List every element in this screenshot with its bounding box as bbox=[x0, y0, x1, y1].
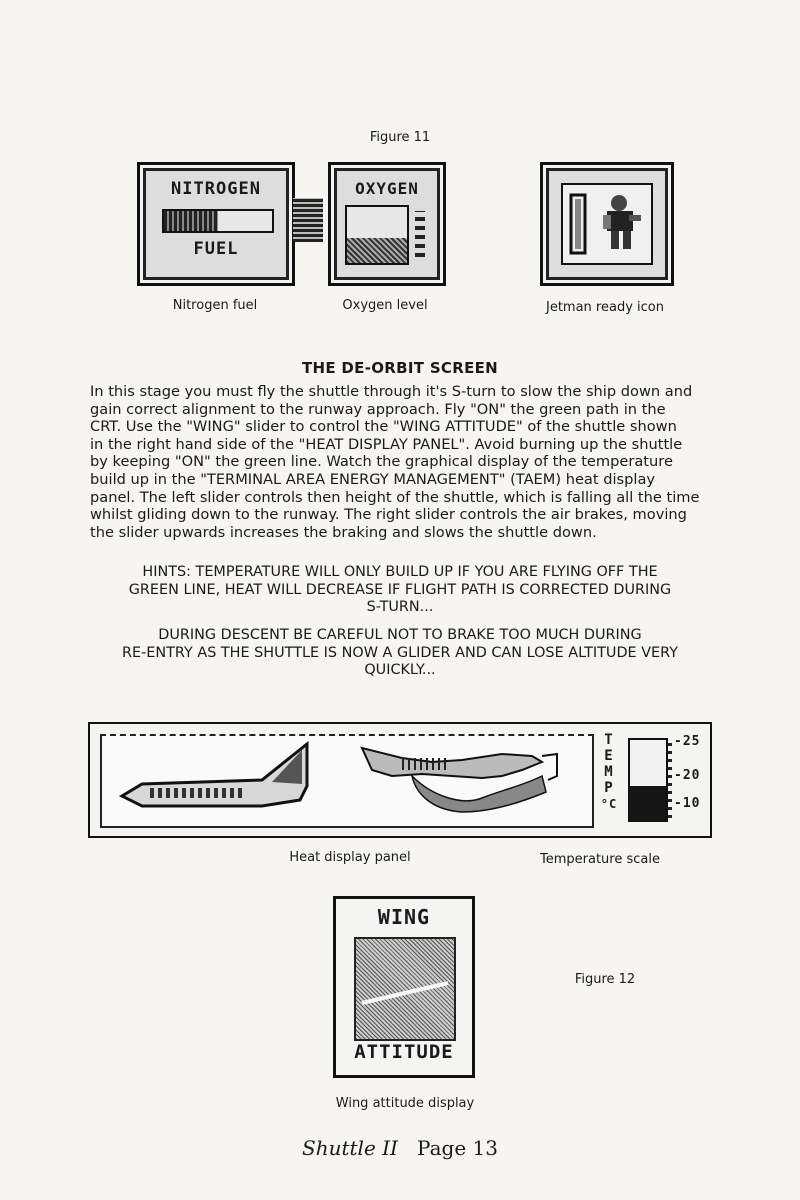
warning-line: DURING DESCENT BE CAREFUL NOT TO BRAKE TOO MUCH DURING bbox=[158, 627, 642, 643]
caption-nitrogen-fuel: Nitrogen fuel bbox=[172, 298, 258, 313]
oxygen-scale-marks bbox=[415, 211, 425, 257]
hints-line: GREEN LINE, HEAT WILL DECREASE IF FLIGHT PATH IS CORRECTED DURING bbox=[128, 581, 672, 598]
footer-title: Shuttle II bbox=[302, 1136, 398, 1160]
nitrogen-gauge bbox=[162, 209, 274, 233]
hints-block bbox=[80, 564, 720, 617]
paragraph-line: whilst gliding down to the runway. The right slider controls the air brakes, moving bbox=[90, 506, 687, 524]
wing-attitude-line bbox=[356, 939, 454, 1039]
caption-wing-attitude-display: Wing attitude display bbox=[335, 1096, 475, 1111]
oxygen-gauge-fill bbox=[347, 238, 407, 263]
paragraph-line: the slider upwards increases the braking and slows the shuttle down. bbox=[90, 523, 597, 541]
heat-display-screen bbox=[100, 734, 594, 828]
wing-title: WING bbox=[377, 905, 431, 929]
nitrogen-subtitle: FUEL bbox=[193, 239, 239, 259]
temperature-gauge bbox=[628, 738, 668, 822]
warning-line: QUICKLY... bbox=[364, 662, 436, 679]
caption-jetman-ready-icon: Jetman ready icon bbox=[546, 300, 664, 315]
oxygen-title: OXYGEN bbox=[355, 179, 419, 198]
nitrogen-gauge-fill bbox=[164, 211, 218, 231]
jetman-icon bbox=[563, 185, 651, 263]
temp-label-char: P bbox=[604, 780, 614, 796]
paragraph-line: panel. The left slider controls then height of the shuttle, which is falling all the time bbox=[90, 488, 700, 506]
temp-label-char: M bbox=[604, 764, 614, 780]
scale-tick-20: -20 bbox=[674, 768, 701, 783]
oxygen-level-panel bbox=[328, 162, 446, 286]
heat-display-panel bbox=[88, 722, 712, 838]
oxygen-gauge bbox=[345, 205, 409, 265]
temp-label bbox=[598, 732, 620, 812]
hints-line: S-TURN... bbox=[366, 599, 434, 616]
figure-12-label: Figure 12 bbox=[574, 972, 636, 987]
jetman-icon-frame bbox=[561, 183, 653, 265]
nitrogen-fuel-panel bbox=[137, 162, 295, 286]
temp-label-char: E bbox=[604, 748, 614, 764]
figure-11-label: Figure 11 bbox=[369, 130, 431, 145]
temperature-scale-dots bbox=[668, 738, 672, 818]
paragraph-line: in the right hand side of the "HEAT DISPLAY PANEL". Avoid burning up the shuttle bbox=[90, 435, 683, 453]
hints-line: HINTS: TEMPERATURE WILL ONLY BUILD UP IF YOU ARE FLYING OFF THE bbox=[142, 564, 658, 580]
scale-tick-10: -10 bbox=[674, 796, 701, 811]
paragraph-line: by keeping "ON" the green line. Watch the graphical display of the temperature bbox=[90, 453, 673, 471]
paragraph-line: build up in the "TERMINAL AREA ENERGY MANAGEMENT" (TAEM) heat display bbox=[90, 470, 656, 488]
section-heading: THE DE-ORBIT SCREEN bbox=[301, 359, 499, 377]
wing-attitude-display bbox=[333, 896, 475, 1078]
temp-label-char: °C bbox=[600, 797, 618, 811]
caption-temperature-scale: Temperature scale bbox=[540, 852, 660, 867]
scale-tick-25: -25 bbox=[674, 734, 701, 749]
shuttle-heat-graphic bbox=[102, 736, 592, 826]
caption-oxygen-level: Oxygen level bbox=[342, 298, 428, 313]
temp-label-char: T bbox=[604, 732, 614, 748]
section-paragraph bbox=[90, 383, 730, 541]
page-footer bbox=[250, 1136, 550, 1160]
paragraph-line: CRT. Use the "WING" slider to control the "WING ATTITUDE" of the shuttle shown bbox=[90, 418, 677, 436]
wing-attitude-indicator bbox=[354, 937, 456, 1041]
panel-connector bbox=[293, 198, 323, 242]
paragraph-line: In this stage you must fly the shuttle through it's S-turn to slow the ship down and bbox=[90, 383, 693, 400]
wing-subtitle: ATTITUDE bbox=[354, 1041, 454, 1063]
temperature-gauge-fill bbox=[630, 786, 666, 820]
warning-line: RE-ENTRY AS THE SHUTTLE IS NOW A GLIDER AND CAN LOSE ALTITUDE VERY bbox=[121, 644, 679, 661]
paragraph-line: gain correct alignment to the runway approach. Fly "ON" the green path in the bbox=[90, 400, 666, 418]
nitrogen-title: NITROGEN bbox=[171, 179, 261, 199]
footer-page-number: Page 13 bbox=[417, 1136, 498, 1160]
warning-block bbox=[80, 627, 720, 680]
caption-heat-display-panel: Heat display panel bbox=[289, 850, 411, 865]
jetman-ready-panel bbox=[540, 162, 674, 286]
